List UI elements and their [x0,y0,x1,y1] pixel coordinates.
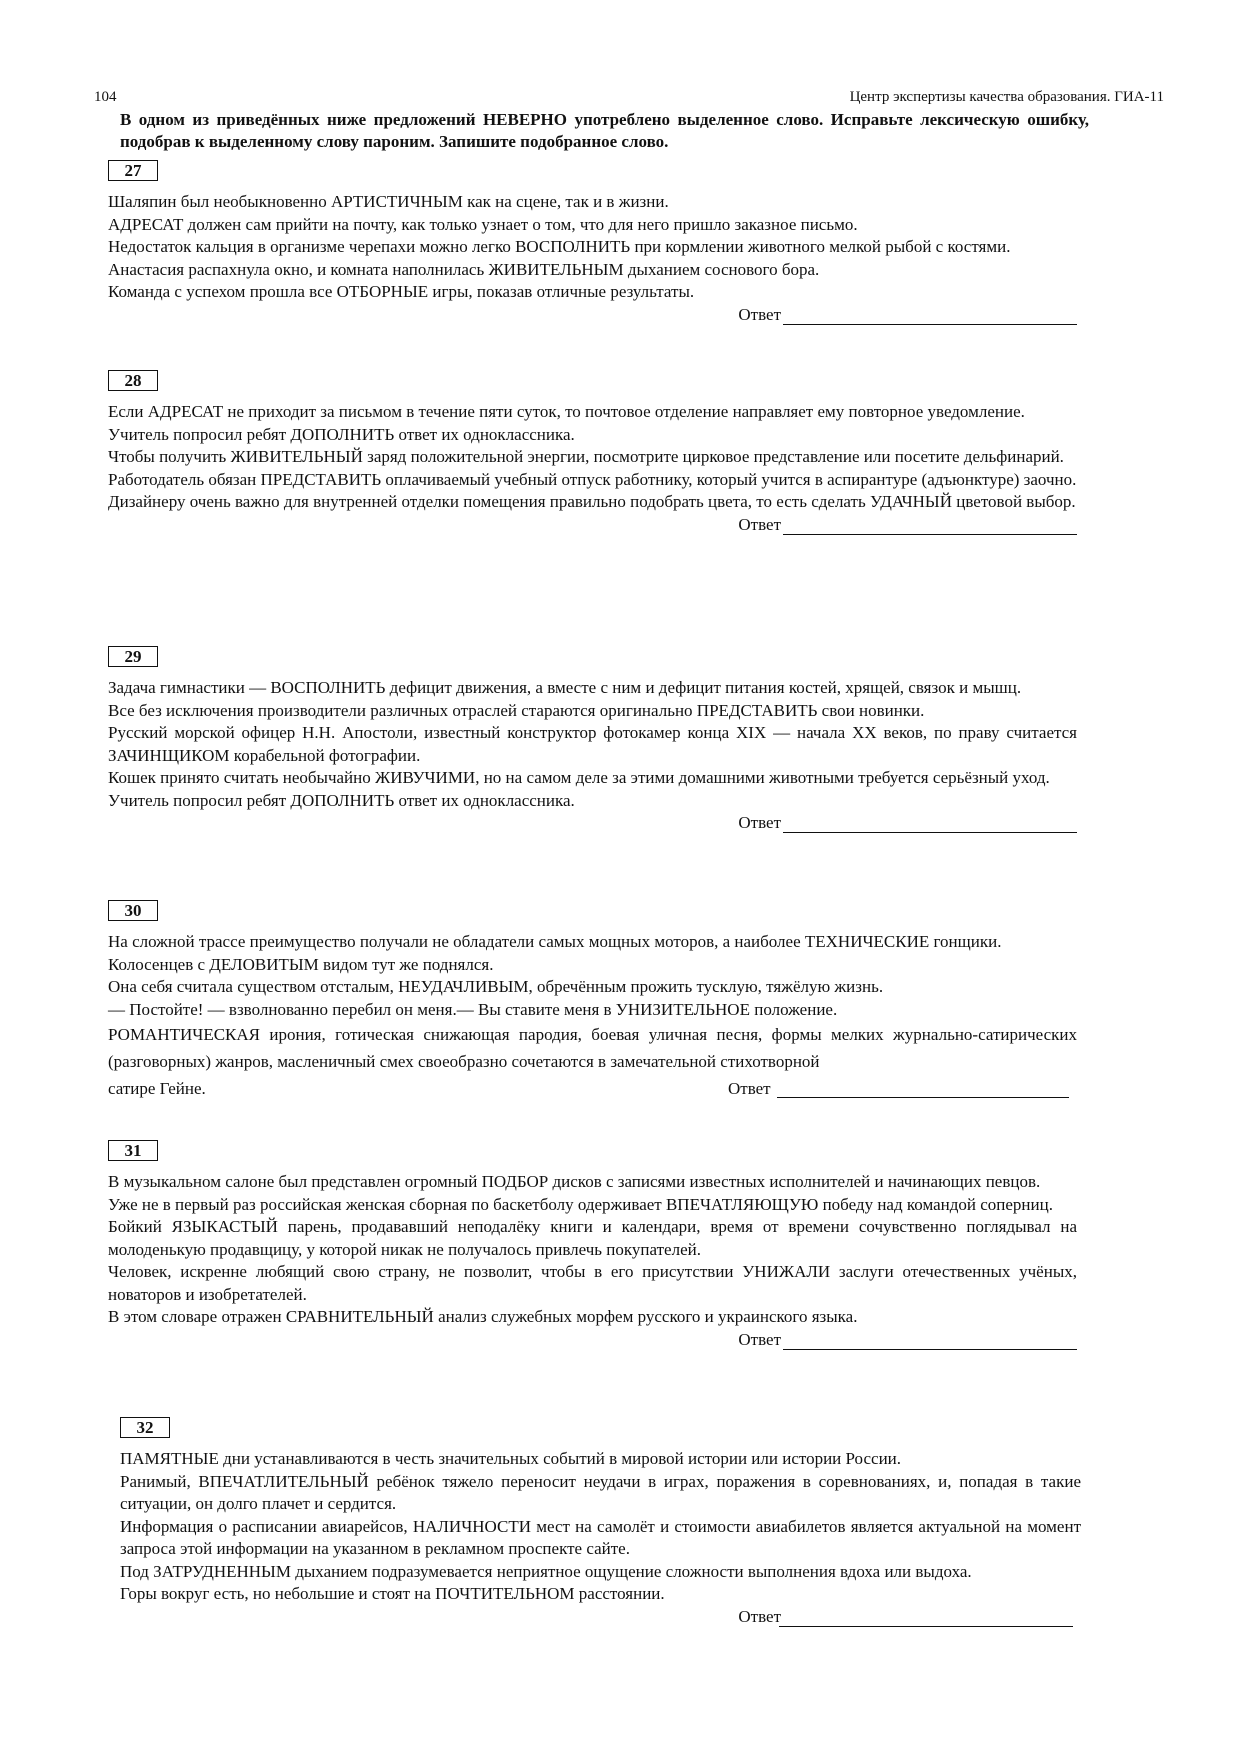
task-sentence: Горы вокруг есть, но небольшие и стоят на ПОЧТИТЕЛЬНОМ расстоянии. [120,1584,665,1603]
task-sentence: Информация о расписании авиарейсов, НАЛИЧНОСТИ мест на самолёт и стоимости авиабилетов является актуальной на момент запроса этой информации на указанном в рекламном проспекте сайте. [120,1516,1081,1558]
task-sentence: Команда с успехом прошла все ОТБОРНЫЕ игры, показав отличные результаты. [108,282,695,301]
task-30 [108,900,1077,1103]
answer-label: Ответ [738,304,781,324]
task-sentence: Шаляпин был необыкновенно АРТИСТИЧНЫМ как на сцене, так и в жизни. [108,192,669,211]
task-sentence: Чтобы получить ЖИВИТЕЛЬНЫЙ заряд положительной энергии, посмотрите цирковое представление или посетите дельфинарий. [108,447,1064,466]
task-number-box: 30 [108,900,158,921]
task-sentence: АДРЕСАТ должен сам прийти на почту, как только узнает о том, что для него пришло заказное письмо. [108,214,858,234]
task-sentence: РОМАНТИЧЕСКАЯ ирония, готическая снижающая пародия, боевая уличная песня, формы мелких журнально-сатирических (разговорных) жанров, масленичный смех своеобразно сочетаются в замечательной стихотворной [108,1025,1077,1071]
task-sentence: — Постойте! — взволнованно перебил он меня.— Вы ставите меня в УНИЗИТЕЛЬНОЕ положение. [108,999,838,1019]
task-sentence: Анастасия распахнула окно, и комната наполнилась ЖИВИТЕЛЬНЫМ дыханием соснового бора. [108,259,820,279]
task-sentence: Человек, искренне любящий свою страну, не позволит, чтобы в его присутствии УНИЖАЛИ заслуги отечественных учёных, новаторов и изобретателей. [108,1262,1077,1304]
answer-field[interactable] [777,1097,1069,1098]
task-sentence: В этом словаре отражен СРАВНИТЕЛЬНЫЙ анализ служебных морфем русского и украинского языка. [108,1307,858,1326]
task-number-box: 32 [120,1417,170,1438]
answer-label: Ответ [728,1079,771,1098]
answer-label: Ответ [738,514,781,534]
task-sentence: сатире Гейне. [108,1079,206,1098]
task-sentence: Она себя считала существом отсталым, НЕУДАЧЛИВЫМ, обречённым прожить тусклую, тяжёлую жизнь. [108,977,884,996]
task-sentence: Под ЗАТРУДНЕННЫМ дыханием подразумевается неприятное ощущение сложности выполнения вдоха или выдоха. [120,1561,972,1581]
task-sentence: В музыкальном салоне был представлен огромный ПОДБОР дисков с записями известных исполнителей и начинающих певцов. [108,1172,1041,1191]
task-sentence: Русский морской офицер Н.Н. Апостоли, известный конструктор фотокамер конца XIX — начала XX веков, по праву считается ЗАЧИНЩИКОМ корабельной фотографии. [108,723,1077,765]
task-number-box: 28 [108,370,158,391]
task-number-box: 31 [108,1140,158,1161]
task-number-box: 27 [108,160,158,181]
task-27 [108,160,1077,328]
answer-field[interactable] [783,324,1077,325]
task-sentence: Если АДРЕСАТ не приходит за письмом в течение пяти суток, то почтовое отделение направляет ему повторное уведомление. [108,402,1025,421]
task-sentence: Учитель попросил ребят ДОПОЛНИТЬ ответ их одноклассника. [108,790,575,810]
answer-label: Ответ [738,1606,781,1626]
task-sentence: На сложной трассе преимущество получали не обладатели самых мощных моторов, а наиболее ТЕХНИЧЕСКИЕ гонщики. [108,932,1002,951]
task-29 [108,646,1077,836]
answer-field[interactable] [783,1349,1077,1350]
task-sentence: Колосенцев с ДЕЛОВИТЫМ видом тут же поднялся. [108,954,494,974]
page-number: 104 [94,89,117,105]
task-instruction: В одном из приведённых ниже предложений НЕВЕРНО употреблено выделенное слово. Исправьте лексическую ошибку, подобрав к выделенному слову пароним. Запишите подобранное слово. [120,110,1089,151]
answer-label: Ответ [738,1329,781,1349]
task-sentence: Задача гимнастики — ВОСПОЛНИТЬ дефицит движения, а вместе с ним и дефицит питания костей, хрящей, связок и мышц. [108,678,1022,697]
answer-field[interactable] [779,1626,1073,1627]
answer-field[interactable] [783,534,1077,535]
task-31 [108,1140,1077,1353]
task-sentence: Недостаток кальция в организме черепахи можно легко ВОСПОЛНИТЬ при кормлении животного мелкой рыбой с костями. [108,237,1011,256]
task-28 [108,370,1077,538]
task-sentence: Кошек принято считать необычайно ЖИВУЧИМИ, но на самом деле за этими домашними животными требуется серьёзный уход. [108,768,1050,787]
answer-row [108,304,1077,328]
answer-row [120,1606,1081,1630]
task-sentence: ПАМЯТНЫЕ дни устанавливаются в честь значительных событий в мировой истории или истории России. [120,1449,902,1468]
task-sentence: Ранимый, ВПЕЧАТЛИТЕЛЬНЫЙ ребёнок тяжело переносит неудачи в играх, поражения в соревнованиях, и, попадая в такие ситуации, он долго плачет и сердится. [120,1471,1081,1513]
task-sentence: Все без исключения производители различных отраслей стараются оригинально ПРЕДСТАВИТЬ свои новинки. [108,700,925,720]
answer-field[interactable] [783,832,1077,833]
answer-row [108,1075,1077,1103]
task-sentence: Бойкий ЯЗЫКАСТЫЙ парень, продававший неподалёку книги и календари, время от времени сочувственно поглядывал на молоденькую продавщицу, у которой никак не получалось привлечь покупателей. [108,1217,1077,1259]
task-sentence: Уже не в первый раз российская женская сборная по баскетболу одерживает ВПЕЧАТЛЯЮЩУЮ победу над командой соперниц. [108,1194,1053,1214]
answer-row [108,1329,1077,1353]
task-sentence: Работодатель обязан ПРЕДСТАВИТЬ оплачиваемый учебный отпуск работнику, который учится в аспирантуре (адъюнктуре) заочно. [108,469,1077,489]
task-32 [120,1417,1081,1630]
answer-label: Ответ [738,813,781,832]
running-header: Центр экспертизы качества образования. ГИА-11 [849,89,1164,105]
task-sentence: Учитель попросил ребят ДОПОЛНИТЬ ответ их одноклассника. [108,424,575,444]
answer-row [108,812,1077,836]
task-sentence: Дизайнеру очень важно для внутренней отделки помещения правильно подобрать цвета, то есть сделать УДАЧНЫЙ цветовой выбор. [108,492,1076,511]
answer-row [108,514,1077,538]
task-number-box: 29 [108,646,158,667]
